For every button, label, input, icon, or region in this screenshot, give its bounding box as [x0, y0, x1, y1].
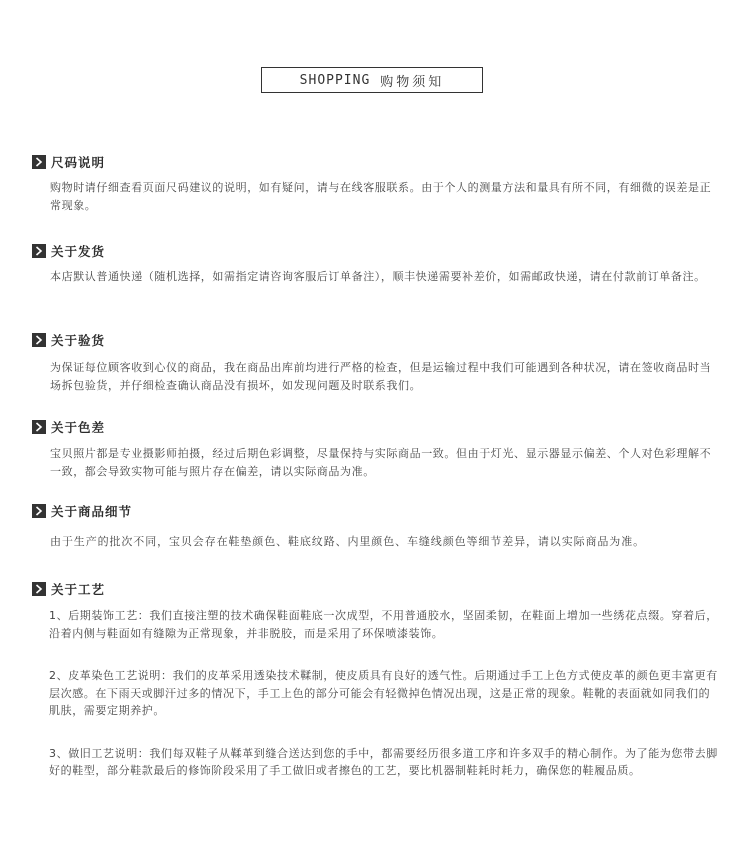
section-size-guide: [32, 154, 718, 214]
chevron-right-icon: [32, 582, 46, 596]
page-title-box: [261, 67, 483, 93]
section-paragraph: 2、皮革染色工艺说明：我们的皮革采用透染技术鞣制，使皮质具有良好的透气性。后期通过手工上色方式使皮革的颜色更丰富更有层次感。在下雨天或脚汗过多的情况下，手工上色的部分可能会有轻微掉色情况出现，这是正常的现象。鞋靴的表面就如同我们的肌肤，需要定期养护。: [49, 669, 718, 717]
section-title: 关于色差: [51, 420, 106, 435]
section-title: 关于验货: [51, 333, 106, 348]
section-title: 关于发货: [51, 244, 106, 259]
section-paragraph: 为保证每位顾客收到心仪的商品，我在商品出库前均进行严格的检查，但是运输过程中我们可能遇到各种状况，请在签收商品时当场拆包验货，并仔细检查确认商品没有损坏，如发现问题及时联系我们。: [50, 361, 712, 392]
chevron-right-icon: [32, 244, 46, 258]
chevron-right-icon: [32, 155, 46, 169]
section-title: 关于工艺: [51, 582, 106, 597]
section-paragraph: 本店默认普通快递（随机选择，如需指定请咨询客服后订单备注），顺丰快递需要补差价，如需邮政快递，请在付款前订单备注。: [50, 270, 706, 283]
section-paragraph: 1、后期装饰工艺：我们直接注塑的技术确保鞋面鞋底一次成型，不用普通胶水，坚固柔韧，在鞋面上增加一些绣花点缀。穿着后，沿着内侧与鞋面如有缝隙为正常现象，并非脱胶，而是采用了环保喷漆装饰。: [49, 609, 718, 640]
section-header: [32, 332, 718, 348]
section-header: [32, 154, 718, 170]
section-paragraph: 由于生产的批次不同，宝贝会存在鞋垫颜色、鞋底纹路、内里颜色、车缝线颜色等细节差异，请以实际商品为准。: [50, 535, 645, 548]
chevron-right-icon: [32, 420, 46, 434]
section-paragraph: 购物时请仔细查看页面尺码建议的说明，如有疑问，请与在线客服联系。由于个人的测量方法和量具有所不同，有细微的误差是正常现象。: [50, 181, 712, 212]
section-craftsmanship: [32, 581, 718, 780]
section-title: 关于商品细节: [51, 504, 133, 519]
chevron-right-icon: [32, 504, 46, 518]
section-header: [32, 503, 718, 519]
section-inspection: [32, 332, 718, 394]
section-shipping: [32, 243, 718, 286]
section-color-difference: [32, 419, 718, 480]
section-header: [32, 419, 718, 435]
page-title-en: SHOPPING: [299, 72, 371, 88]
page-title-zh: 购物须知: [380, 74, 445, 90]
section-header: [32, 243, 718, 259]
section-title: 尺码说明: [51, 155, 106, 170]
section-paragraph: 3、做旧工艺说明：我们每双鞋子从鞣革到缝合送达到您的手中，都需要经历很多道工序和许多双手的精心制作。为了能为您带去脚好的鞋型，部分鞋款最后的修饰阶段采用了手工做旧或者擦色的工艺，要比机器制鞋耗时耗力，确保您的鞋履品质。: [49, 746, 718, 777]
chevron-right-icon: [32, 333, 46, 347]
section-paragraph: 宝贝照片都是专业摄影师拍摄，经过后期色彩调整，尽量保持与实际商品一致。但由于灯光、显示器显示偏差、个人对色彩理解不一致，都会导致实物可能与照片存在偏差，请以实际商品为准。: [50, 447, 712, 478]
section-product-details: [32, 503, 718, 551]
section-header: [32, 581, 718, 597]
